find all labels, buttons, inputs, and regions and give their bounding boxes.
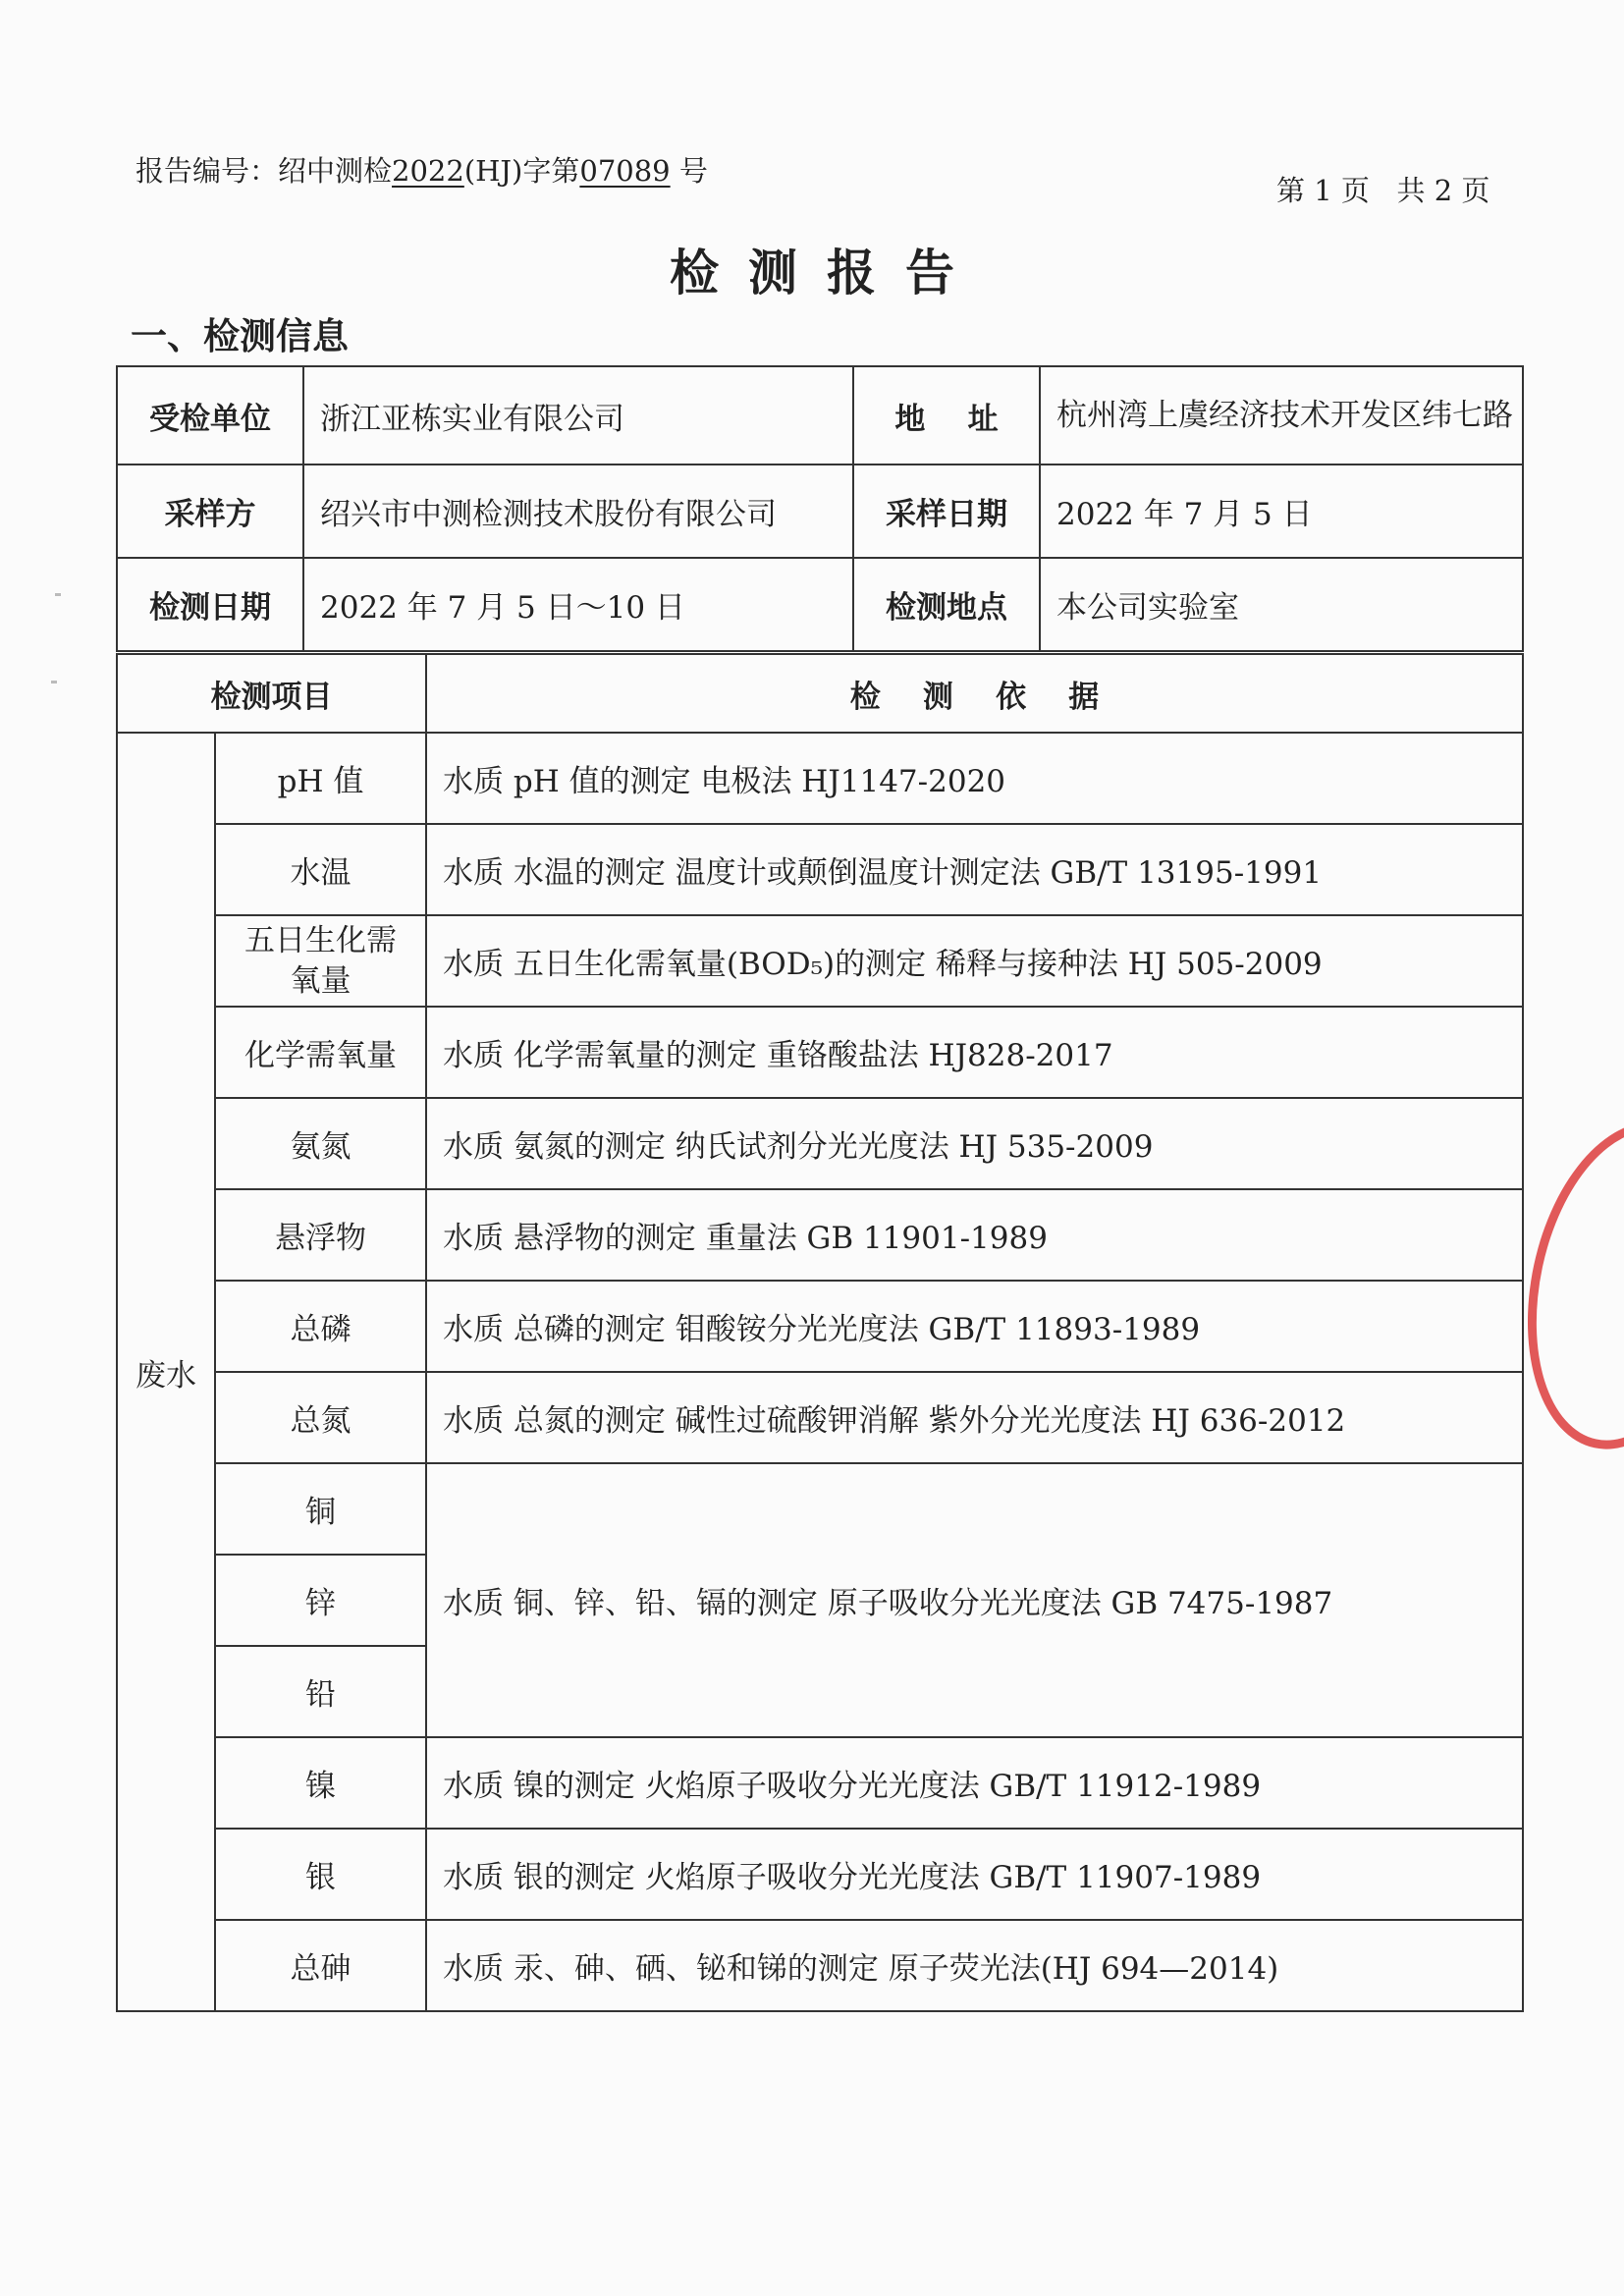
item-cell: 总砷 — [215, 1920, 426, 2011]
report-number-suffix: 号 — [670, 154, 708, 188]
item-cell: 银 — [215, 1829, 426, 1920]
test-date-label: 检测日期 — [117, 558, 303, 651]
address-label: 地 址 — [853, 366, 1040, 465]
table-row — [117, 1920, 1523, 2011]
basis-cell: 水质 化学需氧量的测定 重铬酸盐法 HJ828-2017 — [426, 1007, 1523, 1098]
item-cell: 化学需氧量 — [215, 1007, 426, 1098]
scan-speck — [51, 681, 57, 683]
basis-cell: 水质 水温的测定 温度计或颠倒温度计测定法 GB/T 13195-1991 — [426, 824, 1523, 915]
sample-date-label: 采样日期 — [853, 465, 1040, 558]
report-number — [135, 154, 708, 188]
basis-cell: 水质 悬浮物的测定 重量法 GB 11901-1989 — [426, 1189, 1523, 1281]
item-cell: 铅 — [215, 1646, 426, 1737]
table-row — [117, 1189, 1523, 1281]
item-cell: 总磷 — [215, 1281, 426, 1372]
item-cell: 总氮 — [215, 1372, 426, 1463]
category-cell: 废水 — [117, 733, 215, 2011]
basis-cell: 水质 铜、锌、铅、镉的测定 原子吸收分光光度法 GB 7475-1987 — [426, 1463, 1523, 1737]
report-title: 检测报告 — [670, 245, 984, 301]
items-table — [116, 653, 1524, 2012]
item-cell: pH 值 — [215, 733, 426, 824]
info-table — [116, 365, 1524, 652]
item-cell: 铜 — [215, 1463, 426, 1555]
sampler-value: 绍兴市中测检测技术股份有限公司 — [303, 465, 853, 558]
table-row — [117, 1737, 1523, 1829]
report-number-prefix: 报告编号：绍中测检 — [135, 154, 393, 188]
section-title: 一、检测信息 — [131, 315, 349, 357]
item-cell: 五日生化需氧量 — [215, 915, 426, 1007]
basis-cell: 水质 汞、砷、硒、铋和锑的测定 原子荧光法(HJ 694—2014) — [426, 1920, 1523, 2011]
address-value: 杭州湾上虞经济技术开发区纬七路 — [1040, 366, 1523, 465]
test-place-value: 本公司实验室 — [1040, 558, 1523, 651]
item-cell: 镍 — [215, 1737, 426, 1829]
table-row — [117, 1829, 1523, 1920]
client-value: 浙江亚栋实业有限公司 — [303, 366, 853, 465]
sampler-label: 采样方 — [117, 465, 303, 558]
report-number-mid: (HJ)字第 — [463, 154, 580, 188]
basis-cell: 水质 五日生化需氧量(BOD₅)的测定 稀释与接种法 HJ 505-2009 — [426, 915, 1523, 1007]
basis-cell: 水质 总磷的测定 钼酸铵分光光度法 GB/T 11893-1989 — [426, 1281, 1523, 1372]
info-row — [117, 558, 1523, 651]
test-place-label: 检测地点 — [853, 558, 1040, 651]
item-cell: 悬浮物 — [215, 1189, 426, 1281]
test-date-value: 2022 年 7 月 5 日～10 日 — [303, 558, 853, 651]
item-cell: 水温 — [215, 824, 426, 915]
table-row — [117, 824, 1523, 915]
report-year: 2022 — [392, 154, 464, 188]
table-row — [117, 915, 1523, 1007]
sample-date-value: 2022 年 7 月 5 日 — [1040, 465, 1523, 558]
info-row — [117, 465, 1523, 558]
table-row — [117, 1281, 1523, 1372]
info-row — [117, 366, 1523, 465]
basis-cell: 水质 pH 值的测定 电极法 HJ1147-2020 — [426, 733, 1523, 824]
report-serial: 07089 — [579, 154, 671, 188]
basis-cell: 水质 总氮的测定 碱性过硫酸钾消解 紫外分光光度法 HJ 636-2012 — [426, 1372, 1523, 1463]
table-row — [117, 733, 1523, 824]
item-cell: 氨氮 — [215, 1098, 426, 1189]
table-row — [117, 1007, 1523, 1098]
client-label: 受检单位 — [117, 366, 303, 465]
page-info: 第 1 页 共 2 页 — [1276, 174, 1490, 207]
col-item-header: 检测项目 — [117, 654, 426, 733]
scan-speck — [55, 593, 61, 596]
col-basis-header: 检 测 依 据 — [426, 654, 1523, 733]
table-row — [117, 1463, 1523, 1555]
item-cell: 锌 — [215, 1555, 426, 1646]
basis-cell: 水质 氨氮的测定 纳氏试剂分光光度法 HJ 535-2009 — [426, 1098, 1523, 1189]
table-row — [117, 1372, 1523, 1463]
basis-cell: 水质 银的测定 火焰原子吸收分光光度法 GB/T 11907-1989 — [426, 1829, 1523, 1920]
table-row — [117, 1098, 1523, 1189]
basis-cell: 水质 镍的测定 火焰原子吸收分光光度法 GB/T 11912-1989 — [426, 1737, 1523, 1829]
items-header-row — [117, 654, 1523, 733]
